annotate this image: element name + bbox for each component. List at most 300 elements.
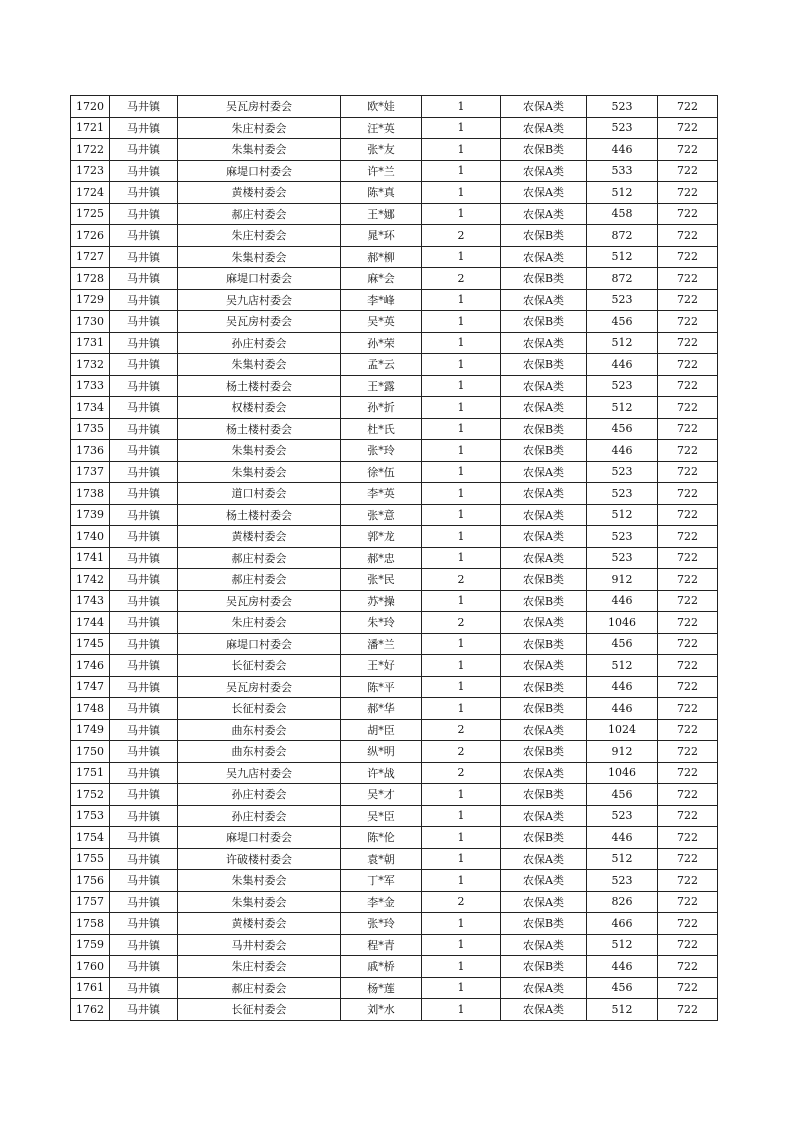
table-body (71, 96, 718, 1021)
standard-cell: 722 (658, 719, 718, 741)
category-cell: 农保A类 (501, 332, 587, 354)
village-committee-cell: 孙庄村委会 (178, 784, 341, 806)
category-cell: 农保B类 (501, 268, 587, 290)
table-row (71, 225, 718, 247)
standard-cell: 722 (658, 698, 718, 720)
household-count-cell: 2 (422, 719, 501, 741)
name-cell: 纵*明 (341, 741, 422, 763)
standard-cell: 722 (658, 203, 718, 225)
household-count-cell: 1 (422, 397, 501, 419)
town-cell: 马井镇 (110, 999, 178, 1021)
amount-cell: 458 (587, 203, 658, 225)
table-row (71, 483, 718, 505)
name-cell: 徐*伍 (341, 461, 422, 483)
standard-cell: 722 (658, 655, 718, 677)
table-row (71, 870, 718, 892)
standard-cell: 722 (658, 289, 718, 311)
name-cell: 杜*氏 (341, 418, 422, 440)
table-row (71, 440, 718, 462)
name-cell: 孟*云 (341, 354, 422, 376)
town-cell: 马井镇 (110, 311, 178, 333)
name-cell: 程*青 (341, 934, 422, 956)
table-row (71, 397, 718, 419)
household-count-cell: 1 (422, 676, 501, 698)
standard-cell: 722 (658, 784, 718, 806)
standard-cell: 722 (658, 160, 718, 182)
amount-cell: 456 (587, 784, 658, 806)
name-cell: 李*英 (341, 483, 422, 505)
town-cell: 马井镇 (110, 461, 178, 483)
amount-cell: 1046 (587, 612, 658, 634)
amount-cell: 446 (587, 698, 658, 720)
household-count-cell: 2 (422, 741, 501, 763)
name-cell: 张*玲 (341, 440, 422, 462)
table-row (71, 934, 718, 956)
household-count-cell: 1 (422, 698, 501, 720)
standard-cell: 722 (658, 999, 718, 1021)
row-number-cell: 1747 (71, 676, 110, 698)
village-committee-cell: 郝庄村委会 (178, 977, 341, 999)
household-count-cell: 1 (422, 354, 501, 376)
standard-cell: 722 (658, 612, 718, 634)
village-committee-cell: 吴瓦房村委会 (178, 311, 341, 333)
town-cell: 马井镇 (110, 440, 178, 462)
standard-cell: 722 (658, 225, 718, 247)
village-committee-cell: 许破楼村委会 (178, 848, 341, 870)
row-number-cell: 1746 (71, 655, 110, 677)
standard-cell: 722 (658, 311, 718, 333)
town-cell: 马井镇 (110, 526, 178, 548)
village-committee-cell: 黄楼村委会 (178, 526, 341, 548)
standard-cell: 722 (658, 805, 718, 827)
village-committee-cell: 朱庄村委会 (178, 612, 341, 634)
row-number-cell: 1756 (71, 870, 110, 892)
table-row (71, 182, 718, 204)
row-number-cell: 1725 (71, 203, 110, 225)
household-count-cell: 1 (422, 246, 501, 268)
category-cell: 农保B类 (501, 569, 587, 591)
name-cell: 张*友 (341, 139, 422, 161)
row-number-cell: 1730 (71, 311, 110, 333)
category-cell: 农保A类 (501, 612, 587, 634)
standard-cell: 722 (658, 891, 718, 913)
category-cell: 农保B类 (501, 354, 587, 376)
name-cell: 许*兰 (341, 160, 422, 182)
amount-cell: 446 (587, 827, 658, 849)
row-number-cell: 1738 (71, 483, 110, 505)
town-cell: 马井镇 (110, 741, 178, 763)
category-cell: 农保B类 (501, 139, 587, 161)
town-cell: 马井镇 (110, 633, 178, 655)
name-cell: 苏*操 (341, 590, 422, 612)
row-number-cell: 1735 (71, 418, 110, 440)
amount-cell: 912 (587, 741, 658, 763)
row-number-cell: 1750 (71, 741, 110, 763)
village-committee-cell: 麻堤口村委会 (178, 827, 341, 849)
town-cell: 马井镇 (110, 418, 178, 440)
category-cell: 农保B类 (501, 741, 587, 763)
town-cell: 马井镇 (110, 590, 178, 612)
name-cell: 孙*荣 (341, 332, 422, 354)
row-number-cell: 1724 (71, 182, 110, 204)
standard-cell: 722 (658, 977, 718, 999)
household-count-cell: 1 (422, 805, 501, 827)
village-committee-cell: 长征村委会 (178, 698, 341, 720)
name-cell: 张*意 (341, 504, 422, 526)
standard-cell: 722 (658, 182, 718, 204)
village-committee-cell: 朱集村委会 (178, 440, 341, 462)
town-cell: 马井镇 (110, 762, 178, 784)
category-cell: 农保A类 (501, 483, 587, 505)
village-committee-cell: 朱集村委会 (178, 461, 341, 483)
household-count-cell: 1 (422, 483, 501, 505)
household-count-cell: 1 (422, 375, 501, 397)
row-number-cell: 1753 (71, 805, 110, 827)
town-cell: 马井镇 (110, 160, 178, 182)
amount-cell: 523 (587, 870, 658, 892)
name-cell: 李*金 (341, 891, 422, 913)
table-row (71, 311, 718, 333)
row-number-cell: 1740 (71, 526, 110, 548)
village-committee-cell: 麻堤口村委会 (178, 268, 341, 290)
village-committee-cell: 朱庄村委会 (178, 225, 341, 247)
village-committee-cell: 吴瓦房村委会 (178, 96, 341, 118)
row-number-cell: 1745 (71, 633, 110, 655)
household-count-cell: 2 (422, 225, 501, 247)
standard-cell: 722 (658, 569, 718, 591)
name-cell: 潘*兰 (341, 633, 422, 655)
village-committee-cell: 长征村委会 (178, 999, 341, 1021)
name-cell: 陈*平 (341, 676, 422, 698)
village-committee-cell: 朱庄村委会 (178, 117, 341, 139)
category-cell: 农保B类 (501, 676, 587, 698)
amount-cell: 512 (587, 397, 658, 419)
name-cell: 杨*莲 (341, 977, 422, 999)
row-number-cell: 1755 (71, 848, 110, 870)
village-committee-cell: 曲东村委会 (178, 719, 341, 741)
row-number-cell: 1760 (71, 956, 110, 978)
category-cell: 农保A类 (501, 655, 587, 677)
town-cell: 马井镇 (110, 913, 178, 935)
household-count-cell: 1 (422, 999, 501, 1021)
standard-cell: 722 (658, 418, 718, 440)
household-count-cell: 1 (422, 848, 501, 870)
town-cell: 马井镇 (110, 719, 178, 741)
household-count-cell: 2 (422, 762, 501, 784)
village-committee-cell: 吴瓦房村委会 (178, 590, 341, 612)
town-cell: 马井镇 (110, 182, 178, 204)
subsidy-roster-table (70, 95, 718, 1021)
village-committee-cell: 黄楼村委会 (178, 182, 341, 204)
category-cell: 农保A类 (501, 719, 587, 741)
table-row (71, 784, 718, 806)
table-row (71, 612, 718, 634)
town-cell: 马井镇 (110, 354, 178, 376)
village-committee-cell: 朱集村委会 (178, 870, 341, 892)
category-cell: 农保A类 (501, 160, 587, 182)
household-count-cell: 1 (422, 418, 501, 440)
row-number-cell: 1723 (71, 160, 110, 182)
household-count-cell: 1 (422, 440, 501, 462)
table-row (71, 913, 718, 935)
household-count-cell: 2 (422, 268, 501, 290)
village-committee-cell: 道口村委会 (178, 483, 341, 505)
table-row (71, 762, 718, 784)
town-cell: 马井镇 (110, 848, 178, 870)
household-count-cell: 2 (422, 891, 501, 913)
town-cell: 马井镇 (110, 96, 178, 118)
table-row (71, 956, 718, 978)
table-row (71, 827, 718, 849)
town-cell: 马井镇 (110, 483, 178, 505)
village-committee-cell: 权楼村委会 (178, 397, 341, 419)
amount-cell: 523 (587, 483, 658, 505)
village-committee-cell: 杨土楼村委会 (178, 418, 341, 440)
amount-cell: 512 (587, 246, 658, 268)
standard-cell: 722 (658, 590, 718, 612)
amount-cell: 446 (587, 440, 658, 462)
standard-cell: 722 (658, 934, 718, 956)
standard-cell: 722 (658, 762, 718, 784)
amount-cell: 446 (587, 139, 658, 161)
standard-cell: 722 (658, 354, 718, 376)
row-number-cell: 1742 (71, 569, 110, 591)
town-cell: 马井镇 (110, 504, 178, 526)
category-cell: 农保B类 (501, 633, 587, 655)
village-committee-cell: 郝庄村委会 (178, 203, 341, 225)
table-row (71, 117, 718, 139)
row-number-cell: 1744 (71, 612, 110, 634)
amount-cell: 523 (587, 117, 658, 139)
town-cell: 马井镇 (110, 139, 178, 161)
town-cell: 马井镇 (110, 827, 178, 849)
town-cell: 马井镇 (110, 375, 178, 397)
row-number-cell: 1728 (71, 268, 110, 290)
row-number-cell: 1729 (71, 289, 110, 311)
table-row (71, 461, 718, 483)
table-row (71, 633, 718, 655)
category-cell: 农保B类 (501, 698, 587, 720)
amount-cell: 523 (587, 96, 658, 118)
village-committee-cell: 吴九店村委会 (178, 289, 341, 311)
town-cell: 马井镇 (110, 655, 178, 677)
amount-cell: 523 (587, 547, 658, 569)
category-cell: 农保B类 (501, 784, 587, 806)
amount-cell: 523 (587, 461, 658, 483)
standard-cell: 722 (658, 526, 718, 548)
standard-cell: 722 (658, 268, 718, 290)
table-row (71, 547, 718, 569)
household-count-cell: 1 (422, 96, 501, 118)
village-committee-cell: 杨土楼村委会 (178, 504, 341, 526)
village-committee-cell: 吴瓦房村委会 (178, 676, 341, 698)
name-cell: 郝*华 (341, 698, 422, 720)
table-row (71, 139, 718, 161)
standard-cell: 722 (658, 913, 718, 935)
standard-cell: 722 (658, 676, 718, 698)
amount-cell: 512 (587, 332, 658, 354)
amount-cell: 512 (587, 934, 658, 956)
table-row (71, 590, 718, 612)
category-cell: 农保A类 (501, 504, 587, 526)
village-committee-cell: 麻堤口村委会 (178, 633, 341, 655)
name-cell: 袁*朝 (341, 848, 422, 870)
name-cell: 孙*折 (341, 397, 422, 419)
category-cell: 农保A类 (501, 182, 587, 204)
row-number-cell: 1748 (71, 698, 110, 720)
amount-cell: 872 (587, 268, 658, 290)
row-number-cell: 1743 (71, 590, 110, 612)
town-cell: 马井镇 (110, 805, 178, 827)
amount-cell: 512 (587, 655, 658, 677)
category-cell: 农保A类 (501, 870, 587, 892)
name-cell: 汪*英 (341, 117, 422, 139)
row-number-cell: 1741 (71, 547, 110, 569)
amount-cell: 456 (587, 418, 658, 440)
town-cell: 马井镇 (110, 289, 178, 311)
name-cell: 郝*柳 (341, 246, 422, 268)
row-number-cell: 1731 (71, 332, 110, 354)
standard-cell: 722 (658, 139, 718, 161)
category-cell: 农保B类 (501, 225, 587, 247)
row-number-cell: 1759 (71, 934, 110, 956)
village-committee-cell: 麻堤口村委会 (178, 160, 341, 182)
village-committee-cell: 黄楼村委会 (178, 913, 341, 935)
name-cell: 麻*会 (341, 268, 422, 290)
household-count-cell: 1 (422, 934, 501, 956)
household-count-cell: 2 (422, 612, 501, 634)
name-cell: 郝*忠 (341, 547, 422, 569)
name-cell: 晁*环 (341, 225, 422, 247)
category-cell: 农保A类 (501, 117, 587, 139)
town-cell: 马井镇 (110, 934, 178, 956)
table-row (71, 569, 718, 591)
household-count-cell: 1 (422, 461, 501, 483)
category-cell: 农保A类 (501, 547, 587, 569)
amount-cell: 446 (587, 956, 658, 978)
table-row (71, 698, 718, 720)
household-count-cell: 1 (422, 289, 501, 311)
standard-cell: 722 (658, 483, 718, 505)
category-cell: 农保A类 (501, 891, 587, 913)
category-cell: 农保A类 (501, 289, 587, 311)
town-cell: 马井镇 (110, 397, 178, 419)
table-row (71, 354, 718, 376)
name-cell: 吴*英 (341, 311, 422, 333)
amount-cell: 1046 (587, 762, 658, 784)
name-cell: 胡*臣 (341, 719, 422, 741)
household-count-cell: 1 (422, 655, 501, 677)
table-row (71, 418, 718, 440)
household-count-cell: 1 (422, 977, 501, 999)
row-number-cell: 1751 (71, 762, 110, 784)
table-row (71, 741, 718, 763)
table-row (71, 160, 718, 182)
town-cell: 马井镇 (110, 784, 178, 806)
table-row (71, 332, 718, 354)
standard-cell: 722 (658, 246, 718, 268)
amount-cell: 512 (587, 848, 658, 870)
household-count-cell: 1 (422, 913, 501, 935)
village-committee-cell: 朱庄村委会 (178, 956, 341, 978)
town-cell: 马井镇 (110, 956, 178, 978)
amount-cell: 456 (587, 633, 658, 655)
name-cell: 张*玲 (341, 913, 422, 935)
category-cell: 农保A类 (501, 762, 587, 784)
household-count-cell: 1 (422, 160, 501, 182)
row-number-cell: 1757 (71, 891, 110, 913)
village-committee-cell: 曲东村委会 (178, 741, 341, 763)
name-cell: 李*峰 (341, 289, 422, 311)
amount-cell: 446 (587, 590, 658, 612)
town-cell: 马井镇 (110, 891, 178, 913)
village-committee-cell: 马井村委会 (178, 934, 341, 956)
household-count-cell: 1 (422, 332, 501, 354)
town-cell: 马井镇 (110, 117, 178, 139)
row-number-cell: 1754 (71, 827, 110, 849)
table-row (71, 676, 718, 698)
name-cell: 欧*娃 (341, 96, 422, 118)
amount-cell: 1024 (587, 719, 658, 741)
household-count-cell: 1 (422, 827, 501, 849)
table-row (71, 504, 718, 526)
name-cell: 张*民 (341, 569, 422, 591)
town-cell: 马井镇 (110, 612, 178, 634)
town-cell: 马井镇 (110, 698, 178, 720)
village-committee-cell: 长征村委会 (178, 655, 341, 677)
household-count-cell: 1 (422, 590, 501, 612)
amount-cell: 446 (587, 676, 658, 698)
name-cell: 许*战 (341, 762, 422, 784)
household-count-cell: 1 (422, 784, 501, 806)
table-row (71, 96, 718, 118)
table-row (71, 848, 718, 870)
town-cell: 马井镇 (110, 332, 178, 354)
standard-cell: 722 (658, 440, 718, 462)
village-committee-cell: 朱集村委会 (178, 354, 341, 376)
row-number-cell: 1732 (71, 354, 110, 376)
category-cell: 农保A类 (501, 96, 587, 118)
name-cell: 戚*桥 (341, 956, 422, 978)
household-count-cell: 1 (422, 311, 501, 333)
amount-cell: 912 (587, 569, 658, 591)
row-number-cell: 1762 (71, 999, 110, 1021)
category-cell: 农保A类 (501, 848, 587, 870)
household-count-cell: 1 (422, 182, 501, 204)
category-cell: 农保A类 (501, 397, 587, 419)
category-cell: 农保A类 (501, 375, 587, 397)
amount-cell: 872 (587, 225, 658, 247)
row-number-cell: 1761 (71, 977, 110, 999)
amount-cell: 512 (587, 182, 658, 204)
household-count-cell: 1 (422, 956, 501, 978)
town-cell: 马井镇 (110, 676, 178, 698)
name-cell: 郭*龙 (341, 526, 422, 548)
amount-cell: 523 (587, 375, 658, 397)
row-number-cell: 1749 (71, 719, 110, 741)
row-number-cell: 1727 (71, 246, 110, 268)
standard-cell: 722 (658, 117, 718, 139)
standard-cell: 722 (658, 633, 718, 655)
village-committee-cell: 杨土楼村委会 (178, 375, 341, 397)
row-number-cell: 1733 (71, 375, 110, 397)
table-row (71, 203, 718, 225)
standard-cell: 722 (658, 870, 718, 892)
standard-cell: 722 (658, 956, 718, 978)
standard-cell: 722 (658, 827, 718, 849)
row-number-cell: 1737 (71, 461, 110, 483)
amount-cell: 512 (587, 999, 658, 1021)
